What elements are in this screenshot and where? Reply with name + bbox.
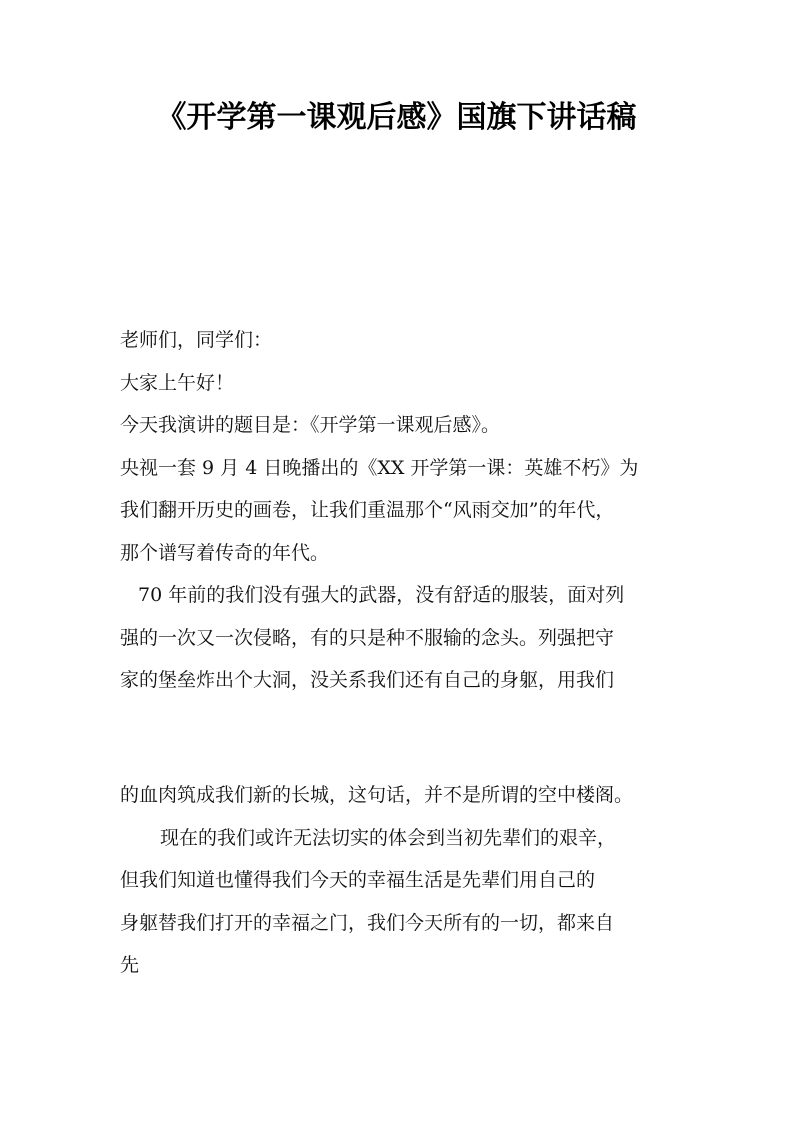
paragraph-line: 强的一次又一次侵略，有的只是种不服输的念头。列强把守 [120,627,615,649]
paragraph-line: 70 年前的我们没有强大的武器，没有舒适的服装，面对列 [138,584,625,606]
salutation-line: 老师们，同学们： [120,329,273,351]
paragraph-line: 央视一套 9 月 4 日晚播出的《XX 开学第一课：英雄不朽》为 [120,457,639,479]
paragraph-line: 的血肉筑成我们新的长城，这句话，并不是所谓的空中楼阁。 [120,784,634,806]
paragraph-line: 那个谱写着传奇的年代。 [120,542,330,564]
paragraph-line: 先 [120,954,140,976]
paragraph-line: 家的堡垒炸出个大洞，没关系我们还有自己的身躯，用我们 [120,669,615,691]
topic-line: 今天我演讲的题目是：《开学第一课观后感》。 [120,414,501,436]
paragraph-line: 但我们知道也懂得我们今天的幸福生活是先辈们用自己的 [120,869,596,891]
paragraph-line: 我们翻开历史的画卷，让我们重温那个“风雨交加”的年代， [120,499,615,521]
greeting-line: 大家上午好！ [120,372,235,394]
paragraph-line: 现在的我们或许无法切实的体会到当初先辈们的艰辛， [160,827,617,849]
paragraph-line: 身躯替我们打开的幸福之门，我们今天所有的一切，都来自 [120,912,615,934]
document-title: 《开学第一课观后感》国旗下讲话稿 [156,100,637,135]
